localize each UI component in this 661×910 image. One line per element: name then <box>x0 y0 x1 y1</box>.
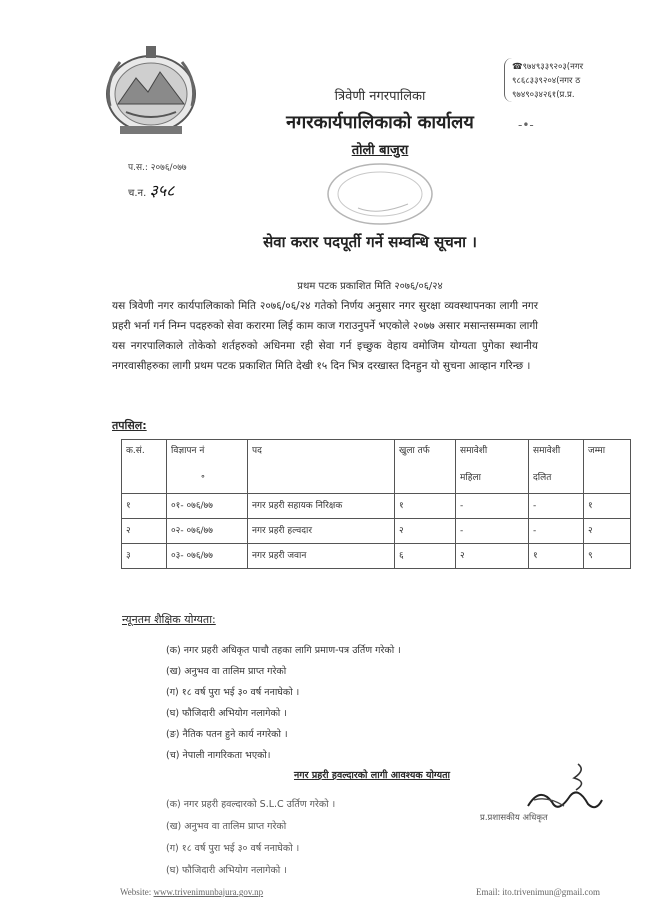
contact-line: ☎९७४९३३९२०३(नगर <box>512 62 584 72</box>
cell-open: ६ <box>395 544 456 569</box>
cell-ad-number: ०१- ०७६/७७ <box>167 494 248 519</box>
col-inclusive-dalit <box>529 440 584 494</box>
col-open: खुला तर्फ <box>395 440 456 494</box>
col-inclusive-women-label: समावेशी <box>460 446 488 456</box>
cell-serial: १ <box>122 494 167 519</box>
table-row <box>122 494 631 519</box>
col-serial: क.सं. <box>122 440 167 494</box>
list-item: (च) नेपाली नागरिकता भएको। <box>166 750 271 761</box>
municipality-emblem-icon <box>96 42 206 138</box>
cell-open: १ <box>395 494 456 519</box>
list-item: (ग) १८ वर्ष पुरा भई ३० वर्ष ननाघेको । <box>166 687 300 698</box>
list-item: (क) नगर प्रहरी अधिकृत पाचौ तहका लागि प्रमाण-पत्र उर्तिण गरेको । <box>166 645 401 656</box>
cell-total: ९ <box>584 544 631 569</box>
col-total: जम्मा <box>584 440 631 494</box>
notice-title: सेवा करार पदपूर्ती गर्ने सम्वन्धि सूचना । <box>263 233 477 251</box>
footer-email[interactable]: Email: ito.trivenimun@gmail.com <box>476 887 601 897</box>
table-row <box>122 519 631 544</box>
dispatch-label: च.न. <box>128 188 147 199</box>
col-ad-number-mark: ॰ <box>201 473 205 483</box>
office-location: तोली बाजुरा <box>351 143 409 158</box>
list-item: (घ) फौजिदारी अभियोग नलागेको । <box>166 865 287 876</box>
website-label: Website: <box>120 887 152 897</box>
cell-post: नगर प्रहरी सहायक निरिक्षक <box>248 494 395 519</box>
signatory-title: प्र.प्रशासकीय अधिकृत <box>480 813 548 823</box>
col-inclusive-dalit-label: समावेशी <box>533 446 561 456</box>
havaldar-qualification-list <box>166 794 335 882</box>
office-name: नगरकार्यपालिकाको कार्यालय <box>286 112 474 133</box>
table-header-row <box>122 440 631 494</box>
cell-open: २ <box>395 519 456 544</box>
list-item: (ख) अनुभव वा तालिम प्राप्त गरेको <box>166 666 287 677</box>
col-post: पद <box>248 440 395 494</box>
list-item: (क) नगर प्रहरी हवल्दारको S.L.C उर्तिण गरेको । <box>166 799 336 810</box>
notice-body: यस त्रिवेणी नगर कार्यपालिकाको मिति २०७६/०६/२४ गतेको निर्णय अनुसार नगर सुरक्षा व्यवस्थापनका लागी नगर प्रहरी भर्ना गर्न निम्न पदहरुको सेवा करारमा लिई काम काज गराउनुपर्ने भएकोले २०७७ असार मसान्तसम्मका लागी यस नगरपालिकाले तोकेको शर्तहरुको अधिनमा रही सेवा गर्न इच्छुक वेहाय वमोजिम योग्यता पुगेका स्थानीय नगरवासीहरुका लागी प्रथम पटक प्रकाशित मिति देखी १५ दिन भित्र दरखास्त दिनहुन यो सुचना आव्हान गरिन्छ । <box>112 300 538 372</box>
havaldar-qualification-heading: नगर प्रहरी हवल्दारको लागी आवश्यक योग्यता <box>294 770 450 781</box>
col-inclusive-women <box>456 440 529 494</box>
reference-number: प.स.: २०७६/०७७ <box>128 163 187 173</box>
cell-post: नगर प्रहरी जवान <box>248 544 395 569</box>
cell-post: नगर प्रहरी हल्वदार <box>248 519 395 544</box>
list-item: (ख) अनुभव वा तालिम प्राप्त गरेको <box>166 821 287 832</box>
decorative-dash: -•- <box>518 118 534 132</box>
cell-total: २ <box>584 519 631 544</box>
cell-serial: ३ <box>122 544 167 569</box>
cell-women: - <box>456 494 529 519</box>
dispatch-value: ३५८ <box>149 181 175 200</box>
vacancy-table <box>121 439 631 569</box>
cell-ad-number: ०३- ०७६/७७ <box>167 544 248 569</box>
list-item: (ग) १८ वर्ष पुरा भई ३० वर्ष ननाघेको । <box>166 843 300 854</box>
footer-website <box>120 887 263 897</box>
qualification-heading: न्यूनतम शैक्षिक योग्यता: <box>122 613 216 626</box>
publish-date: प्रथम पटक प्रकाशित मिति २०७६/०६/२४ <box>297 281 443 292</box>
cell-serial: २ <box>122 519 167 544</box>
col-inclusive-women-sub: महिला <box>460 473 481 483</box>
list-item: (घ) फौजिदारी अभियोग नलागेको । <box>166 708 287 719</box>
cell-dalit: १ <box>529 544 584 569</box>
list-item: (ङ) नैतिक पतन हुने कार्य नगरेको । <box>166 729 288 740</box>
col-inclusive-dalit-sub: दलित <box>533 473 552 483</box>
cell-ad-number: ०२- ०७६/७७ <box>167 519 248 544</box>
details-label: तपसिल: <box>112 419 147 432</box>
contact-numbers <box>512 60 652 102</box>
cell-dalit: - <box>529 519 584 544</box>
cell-women: २ <box>456 544 529 569</box>
contact-line: ९८६८३३९२०४(नगर ठ <box>512 76 581 86</box>
municipality-name: त्रिवेणी नगरपालिका <box>334 89 426 104</box>
cell-dalit: - <box>529 494 584 519</box>
cell-women: - <box>456 519 529 544</box>
dispatch-number <box>128 179 174 201</box>
col-ad-number <box>167 440 248 494</box>
cell-total: १ <box>584 494 631 519</box>
website-link[interactable]: www.trivenimunbajura.gov.np <box>153 887 264 897</box>
qualification-list <box>166 640 401 766</box>
col-ad-number-label: विज्ञापन नं <box>171 446 205 456</box>
office-stamp-icon <box>318 158 448 228</box>
contact-line: ९७४९०३४२६१(प्र.प्र. <box>512 90 575 100</box>
table-row <box>122 544 631 569</box>
